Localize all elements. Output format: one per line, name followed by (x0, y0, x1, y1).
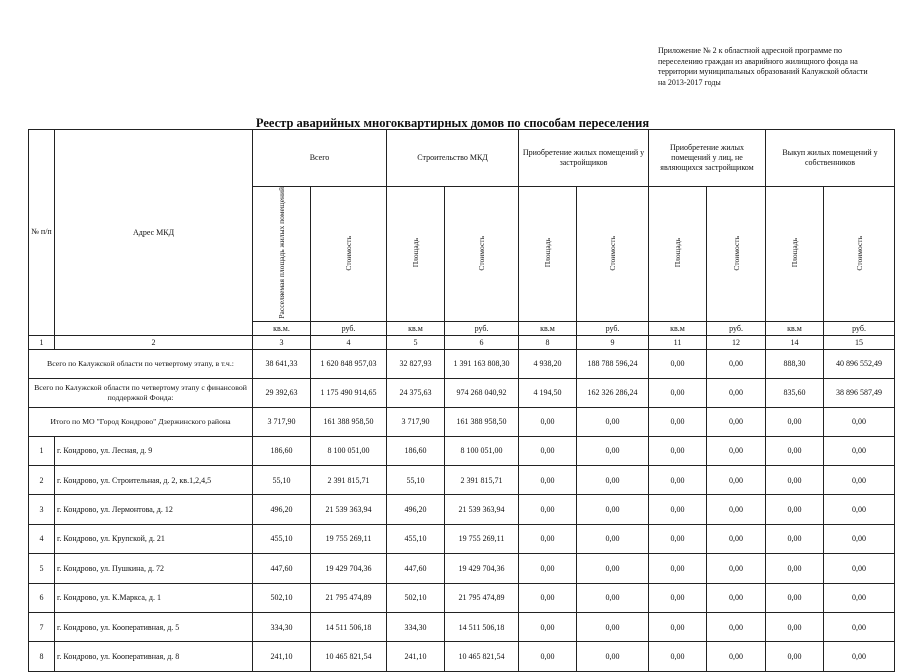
totals-value: 0,00 (649, 378, 707, 407)
totals-value: 835,60 (766, 378, 824, 407)
row-value: 502,10 (253, 583, 311, 612)
row-value: 0,00 (649, 554, 707, 583)
header-purchase-developer: Приобретение жилых помещений у застройщиков (519, 130, 649, 187)
row-value: 0,00 (649, 612, 707, 641)
row-value: 186,60 (387, 436, 445, 465)
row-value: 0,00 (649, 642, 707, 671)
row-value: 241,10 (387, 642, 445, 671)
row-value: 10 465 821,54 (311, 642, 387, 671)
row-value: 0,00 (707, 495, 766, 524)
row-value: 0,00 (577, 524, 649, 553)
row-value: 502,10 (387, 583, 445, 612)
unit-cell: руб. (577, 321, 649, 335)
row-number: 4 (29, 524, 55, 553)
row-value: 0,00 (824, 554, 895, 583)
row-value: 0,00 (766, 612, 824, 641)
row-value: 455,10 (253, 524, 311, 553)
totals-value: 1 175 490 914,65 (311, 378, 387, 407)
row-value: 0,00 (824, 612, 895, 641)
table-row (29, 495, 895, 524)
row-value: 8 100 051,00 (445, 436, 519, 465)
row-value: 0,00 (766, 466, 824, 495)
column-index-cell: 3 (253, 335, 311, 349)
row-address: г. Кондрово, ул. Строительная, д. 2, кв.1,2,4,5 (55, 466, 253, 495)
row-value: 0,00 (707, 642, 766, 671)
column-index-cell: 4 (311, 335, 387, 349)
row-value: 19 755 269,11 (311, 524, 387, 553)
row-value: 0,00 (649, 524, 707, 553)
row-value: 14 511 506,18 (445, 612, 519, 641)
column-index-cell: 11 (649, 335, 707, 349)
register-table (28, 129, 895, 672)
header-address: Адрес МКД (55, 130, 253, 336)
row-value: 0,00 (519, 642, 577, 671)
subheader-area: Площадь (766, 187, 824, 322)
subheader-area: Площадь (387, 187, 445, 322)
subheader-cost: Стоимость (577, 187, 649, 322)
unit-cell: руб. (824, 321, 895, 335)
row-value: 0,00 (577, 554, 649, 583)
totals-value: 0,00 (707, 378, 766, 407)
unit-cell: кв.м (766, 321, 824, 335)
unit-cell: кв.м (387, 321, 445, 335)
row-number: 1 (29, 436, 55, 465)
row-value: 496,20 (387, 495, 445, 524)
header-total: Всего (253, 130, 387, 187)
row-value: 0,00 (577, 466, 649, 495)
totals-row (29, 349, 895, 378)
totals-value: 0,00 (649, 407, 707, 436)
row-value: 21 795 474,89 (311, 583, 387, 612)
subheader-cost: Стоимость (445, 187, 519, 322)
totals-value: 974 268 040,92 (445, 378, 519, 407)
appendix-line: Приложение № 2 к областной адресной программе по (658, 46, 843, 55)
column-index-cell: 2 (55, 335, 253, 349)
row-value: 10 465 821,54 (445, 642, 519, 671)
row-number: 8 (29, 642, 55, 671)
column-index-cell: 8 (519, 335, 577, 349)
row-address: г. Кондрово, ул. Лермонтова, д. 12 (55, 495, 253, 524)
table-row (29, 642, 895, 671)
totals-value: 4 194,50 (519, 378, 577, 407)
row-value: 0,00 (766, 583, 824, 612)
row-value: 334,30 (387, 612, 445, 641)
row-value: 0,00 (577, 495, 649, 524)
row-address: г. Кондрово, ул. К.Маркса, д. 1 (55, 583, 253, 612)
totals-value: 0,00 (707, 407, 766, 436)
row-value: 0,00 (824, 524, 895, 553)
row-value: 455,10 (387, 524, 445, 553)
row-value: 0,00 (519, 466, 577, 495)
row-value: 0,00 (766, 524, 824, 553)
row-value: 2 391 815,71 (445, 466, 519, 495)
totals-value: 3 717,90 (387, 407, 445, 436)
totals-value: 888,30 (766, 349, 824, 378)
row-value: 19 755 269,11 (445, 524, 519, 553)
table-row (29, 524, 895, 553)
table-row (29, 466, 895, 495)
totals-value: 38 896 587,49 (824, 378, 895, 407)
table-row (29, 436, 895, 465)
table-row (29, 612, 895, 641)
row-value: 0,00 (707, 466, 766, 495)
totals-label: Всего по Калужской области по четвертому этапу, в т.ч.: (29, 349, 253, 378)
appendix-note (658, 46, 898, 88)
subheader-area: Площадь (519, 187, 577, 322)
totals-value: 162 326 286,24 (577, 378, 649, 407)
header-purchase-other: Приобретение жилых помещений у лиц, не являющихся застройщиком (649, 130, 766, 187)
totals-value: 0,00 (766, 407, 824, 436)
row-value: 0,00 (824, 642, 895, 671)
row-value: 55,10 (253, 466, 311, 495)
totals-label: Всего по Калужской области по четвертому этапу с финансовой поддержкой Фонда: (29, 378, 253, 407)
row-value: 21 795 474,89 (445, 583, 519, 612)
row-value: 447,60 (253, 554, 311, 583)
column-index-cell: 14 (766, 335, 824, 349)
totals-value: 0,00 (649, 349, 707, 378)
header-number: № п/п (29, 130, 55, 336)
row-number: 3 (29, 495, 55, 524)
table-row (29, 554, 895, 583)
unit-cell: кв.м. (253, 321, 311, 335)
appendix-line: на 2013-2017 годы (658, 77, 721, 87)
subheader-cost: Стоимость (311, 187, 387, 322)
row-value: 0,00 (766, 642, 824, 671)
totals-value: 0,00 (577, 407, 649, 436)
header-buyout: Выкуп жилых помещений у собственников (766, 130, 895, 187)
row-value: 0,00 (577, 642, 649, 671)
subheader-cost: Стоимость (824, 187, 895, 322)
row-value: 496,20 (253, 495, 311, 524)
row-value: 19 429 704,36 (445, 554, 519, 583)
row-number: 7 (29, 612, 55, 641)
subheader-area: Расселяемая площадь жилых помещений (253, 187, 311, 322)
row-value: 334,30 (253, 612, 311, 641)
row-value: 0,00 (766, 495, 824, 524)
totals-value: 29 392,63 (253, 378, 311, 407)
row-address: г. Кондрово, ул. Лесная, д. 9 (55, 436, 253, 465)
totals-value: 161 388 958,50 (311, 407, 387, 436)
totals-value: 3 717,90 (253, 407, 311, 436)
column-index-cell: 12 (707, 335, 766, 349)
appendix-line: переселению граждан из аварийного жилищного фонда на (658, 56, 858, 66)
row-value: 0,00 (766, 554, 824, 583)
row-value: 14 511 506,18 (311, 612, 387, 641)
row-value: 0,00 (824, 466, 895, 495)
row-value: 0,00 (577, 612, 649, 641)
totals-value: 0,00 (707, 349, 766, 378)
row-value: 241,10 (253, 642, 311, 671)
subheader-area: Площадь (649, 187, 707, 322)
row-value: 0,00 (707, 524, 766, 553)
row-value: 0,00 (649, 436, 707, 465)
row-value: 0,00 (577, 583, 649, 612)
totals-value: 1 391 163 808,30 (445, 349, 519, 378)
unit-cell: руб. (311, 321, 387, 335)
row-number: 2 (29, 466, 55, 495)
unit-cell: руб. (445, 321, 519, 335)
row-value: 186,60 (253, 436, 311, 465)
totals-value: 188 788 596,24 (577, 349, 649, 378)
subheader-cost: Стоимость (707, 187, 766, 322)
row-value: 19 429 704,36 (311, 554, 387, 583)
table-row (29, 583, 895, 612)
totals-value: 24 375,63 (387, 378, 445, 407)
row-address: г. Кондрово, ул. Пушкина, д. 72 (55, 554, 253, 583)
row-value: 0,00 (766, 436, 824, 465)
row-value: 0,00 (707, 612, 766, 641)
row-value: 0,00 (707, 554, 766, 583)
row-value: 0,00 (519, 436, 577, 465)
row-value: 447,60 (387, 554, 445, 583)
row-value: 0,00 (824, 436, 895, 465)
row-value: 0,00 (519, 612, 577, 641)
row-value: 0,00 (519, 583, 577, 612)
row-value: 0,00 (649, 466, 707, 495)
column-index-cell: 6 (445, 335, 519, 349)
row-value: 0,00 (519, 495, 577, 524)
unit-cell: руб. (707, 321, 766, 335)
row-number: 6 (29, 583, 55, 612)
row-value: 0,00 (824, 583, 895, 612)
row-value: 0,00 (519, 554, 577, 583)
row-value: 0,00 (707, 583, 766, 612)
totals-value: 4 938,20 (519, 349, 577, 378)
column-index-cell: 5 (387, 335, 445, 349)
row-address: г. Кондрово, ул. Кооперативная, д. 8 (55, 642, 253, 671)
row-value: 0,00 (824, 495, 895, 524)
totals-value: 38 641,33 (253, 349, 311, 378)
document-title: Реестр аварийных многоквартирных домов по способам переселения (255, 116, 650, 130)
column-index-cell: 15 (824, 335, 895, 349)
row-value: 21 539 363,94 (445, 495, 519, 524)
totals-label: Итого по МО "Город Кондрово" Дзержинского района (29, 407, 253, 436)
unit-cell: кв.м (519, 321, 577, 335)
totals-value: 0,00 (824, 407, 895, 436)
column-index-cell: 1 (29, 335, 55, 349)
column-index-cell: 9 (577, 335, 649, 349)
appendix-line: территории муниципальных образований Калужской области (658, 67, 868, 76)
row-value: 55,10 (387, 466, 445, 495)
row-value: 21 539 363,94 (311, 495, 387, 524)
row-address: г. Кондрово, ул. Кооперативная, д. 5 (55, 612, 253, 641)
row-value: 8 100 051,00 (311, 436, 387, 465)
row-number: 5 (29, 554, 55, 583)
totals-row (29, 378, 895, 407)
row-address: г. Кондрово, ул. Крупской, д. 21 (55, 524, 253, 553)
row-value: 0,00 (577, 436, 649, 465)
totals-row (29, 407, 895, 436)
totals-value: 0,00 (519, 407, 577, 436)
row-value: 0,00 (649, 495, 707, 524)
totals-value: 32 827,93 (387, 349, 445, 378)
totals-value: 161 388 958,50 (445, 407, 519, 436)
row-value: 0,00 (649, 583, 707, 612)
row-value: 2 391 815,71 (311, 466, 387, 495)
header-construction: Строительство МКД (387, 130, 519, 187)
row-value: 0,00 (707, 436, 766, 465)
unit-cell: кв.м (649, 321, 707, 335)
totals-value: 40 896 552,49 (824, 349, 895, 378)
totals-value: 1 620 848 957,03 (311, 349, 387, 378)
row-value: 0,00 (519, 524, 577, 553)
